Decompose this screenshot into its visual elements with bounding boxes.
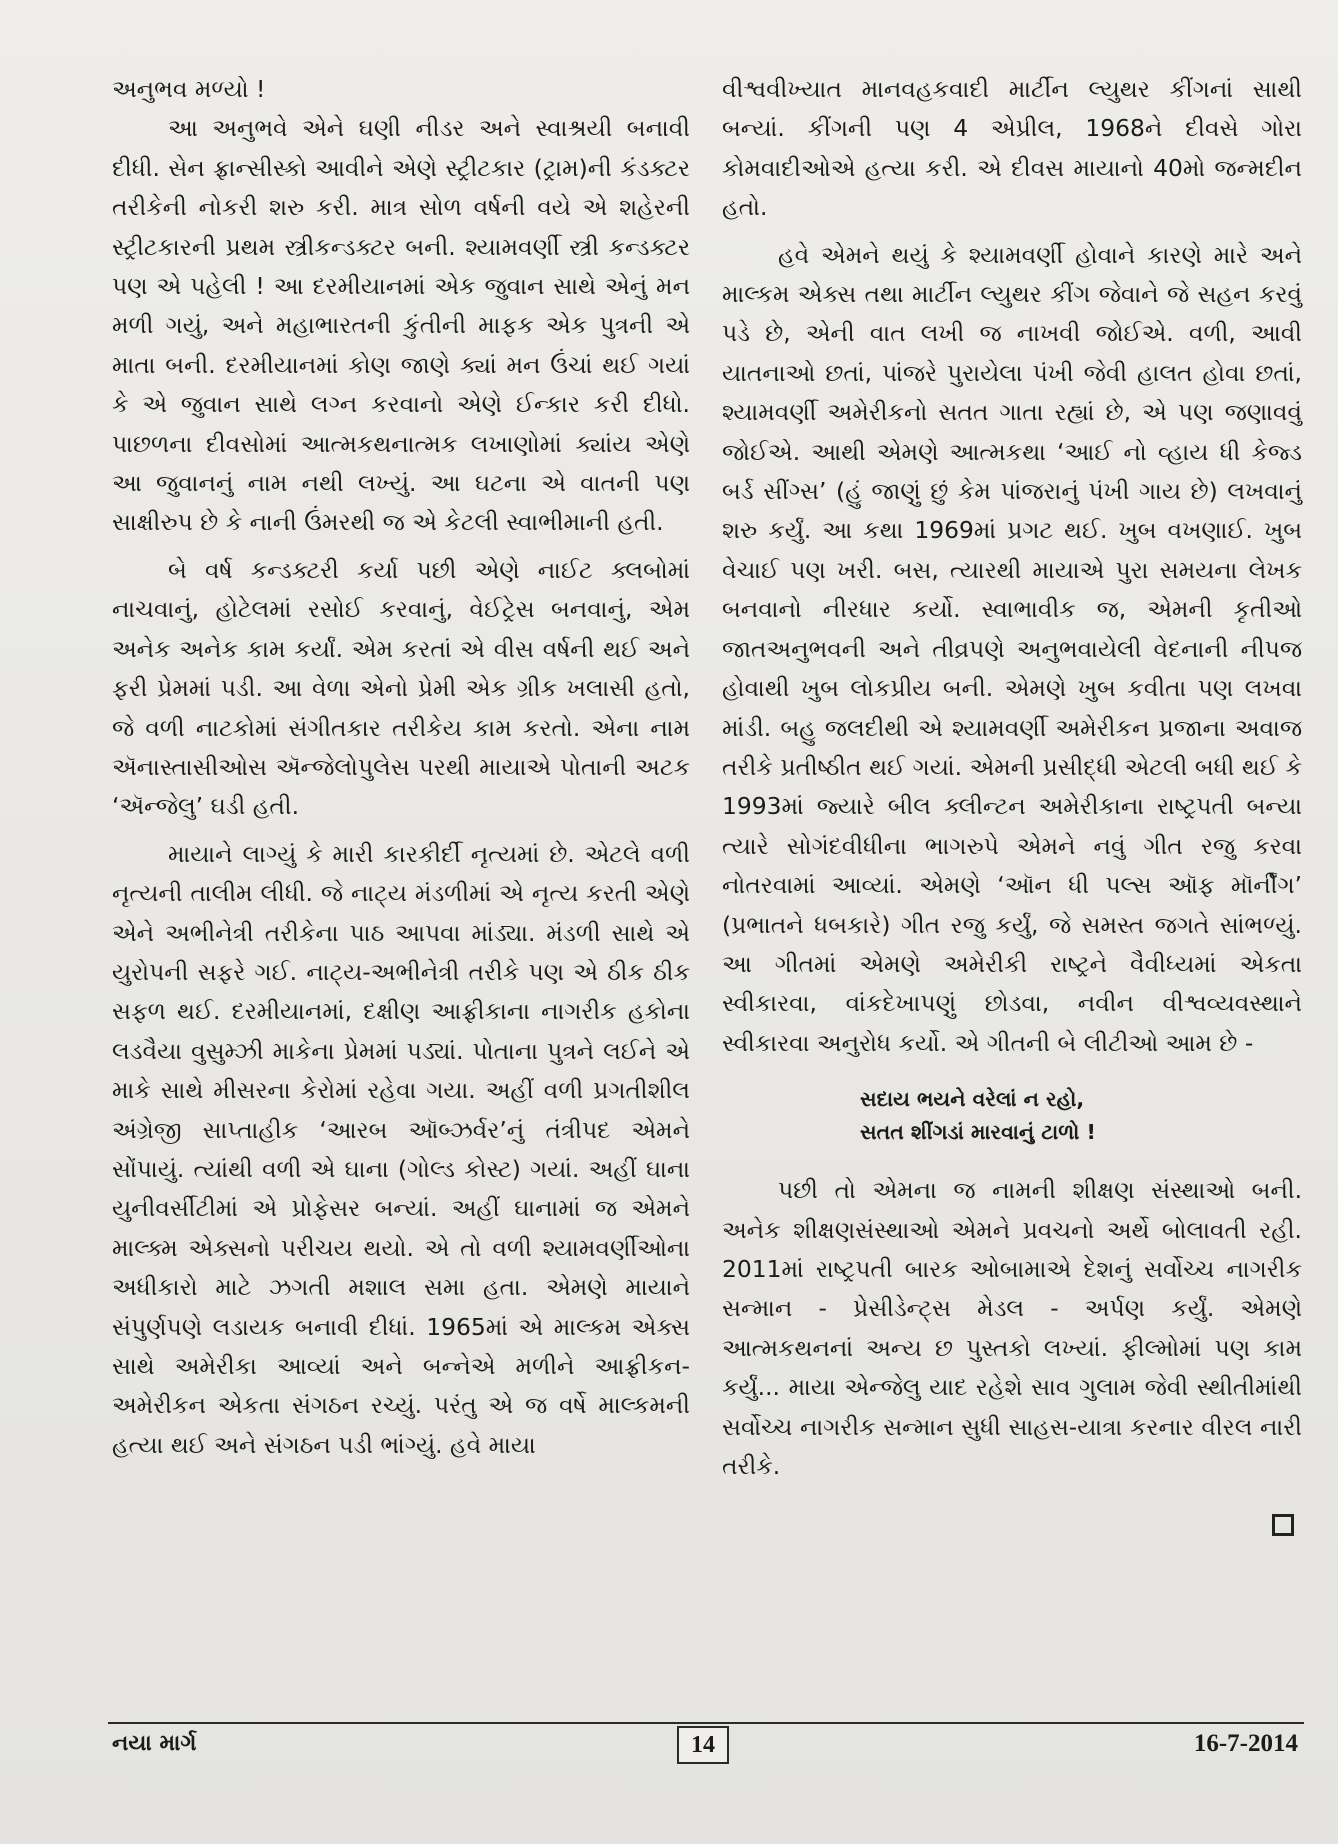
poem-excerpt <box>722 1083 1302 1149</box>
end-of-article-square-icon <box>1272 1514 1294 1536</box>
paragraph: આ અનુભવે એને ઘણી નીડર અને સ્વાશ્રયી બનાવી દીધી. સેન ફ્રાન્સીસ્કો આવીને એણે સ્ટ્રીટકાર (ટ્રામ)ની કંડક્ટર તરીકેની નોકરી શરુ કરી. માત્ર સોળ વર્ષની વયે એ શહેરની સ્ટ્રીટકારની પ્રથમ સ્ત્રીકન્ડક્ટર બની. શ્યામવર્ણી સ્ત્રી કન્ડક્ટર પણ એ પહેલી ! આ દરમીયાનમાં એક જુવાન સાથે એનું મન મળી ગયું, અને મહાભારતની કુંતીની માફક એક પુત્રની એ માતા બની. દરમીયાનમાં કોણ જાણે ક્યાં મન ઉંચાં થઈ ગયાં કે એ જુવાન સાથે લગ્ન કરવાનો એણે ઈન્કાર કરી દીધો. પાછળના દીવસોમાં આત્મકથનાત્મક લખાણોમાં ક્યાંય એણે આ જુવાનનું નામ નથી લખ્યું. આ ઘટના એ વાતની પણ સાક્ષીરુપ છે કે નાની ઉંમરથી જ એ કેટલી સ્વાભીમાની હતી. <box>112 114 690 537</box>
left-column <box>112 70 690 1465</box>
page-number: 14 <box>677 1726 729 1764</box>
poem-line: સતત શીંગડાં મારવાનું ટાળો ! <box>860 1120 1096 1145</box>
paragraph: હવે એમને થયું કે શ્યામવર્ણી હોવાને કારણે મારે અને માલ્કમ એક્સ તથા માર્ટીન લ્યુથર કીંગ જેવાને જે સહન કરવું પડે છે, એની વાત લખી જ નાખવી જોઈએ. વળી, આવી યાતનાઓ છતાં, પાંજરે પુરાયેલા પંખી જેવી હાલત હોવા છતાં, શ્યામવર્ણી અમેરીકનો સતત ગાતા રહ્યાં છે, એ પણ જણાવવું જોઈએ. આથી એમણે આત્મકથા ‘આઈ નો વ્હાય ધી કેજ્ડ બર્ડ સીંગ્સ’ (હું જાણું છું કેમ પાંજરાનું પંખી ગાય છે) લખવાનું શરુ કર્યું. આ કથા 1969માં પ્રગટ થઈ. ખુબ વખણાઈ. ખુબ વેચાઈ પણ ખરી. બસ, ત્યારથી માયાએ પુરા સમયના લેખક બનવાનો નીરધાર કર્યો. સ્વાભાવીક જ, એમની કૃતીઓ જાતઅનુભવની અને તીવ્રપણે અનુભવાયેલી વેદનાની નીપજ હોવાથી ખુબ લોકપ્રીય બની. એમણે ખુબ કવીતા પણ લખવા માંડી. બહુ જલદીથી એ શ્યામવર્ણી અમેરીકન પ્રજાના અવાજ તરીકે પ્રતીષ્ઠીત થઈ ગયાં. એમની પ્રસીદ્ધી એટલી બધી થઈ કે 1993માં જ્યારે બીલ ક્લીન્ટન અમેરીકાના રાષ્ટ્રપતી બન્યા ત્યારે સોગંદવીધીના ભાગરુપે એમને નવું ગીત રજુ કરવા નોતરવામાં આવ્યાં. એમણે ‘ઑન ધી પલ્સ ઑફ મૉર્નીંગ’ (પ્રભાતને ધબકારે) ગીત રજુ કર્યું, જે સમસ્ત જગતે સાંભળ્યું. આ ગીતમાં એમણે અમેરીકી રાષ્ટ્રને વૈવીધ્યમાં એકતા સ્વીકારવા, વાંકદેખાપણું છોડવા, નવીન વીશ્વવ્યવસ્થાને સ્વીકારવા અનુરોધ કર્યો. એ ગીતની બે લીટીઓ આમ છે - <box>722 240 1302 1057</box>
paragraph: અનુભવ મળ્યો ! <box>112 75 266 103</box>
footer-divider <box>108 1722 1304 1724</box>
paragraph: પછી તો એમના જ નામની શીક્ષણ સંસ્થાઓ બની. અનેક શીક્ષણસંસ્થાઓ એમને પ્રવચનો અર્થે બોલાવતી રહી. 2011માં રાષ્ટ્રપતી બારક ઓબામાએ દેશનું સર્વોચ્ચ નાગરીક સન્માન - પ્રેસીડેન્ટ્સ મેડલ - અર્પણ કર્યું. એમણે આત્મકથનનાં અન્ય છ પુસ્તકો લખ્યાં. ફીલ્મોમાં પણ કામ કર્યું... માયા એન્જેલુ યાદ રહેશે સાવ ગુલામ જેવી સ્થીતીમાંથી સર્વોચ્ચ નાગરીક સન્માન સુધી સાહસ-યાત્રા કરનાર વીરલ નારી તરીકે. <box>722 1176 1302 1480</box>
right-column <box>722 70 1302 1486</box>
paragraph: માયાને લાગ્યું કે મારી કારકીર્દી નૃત્યમાં છે. એટલે વળી નૃત્યની તાલીમ લીધી. જે નાટ્ય મંડળીમાં એ નૃત્ય કરતી એણે એને અભીનેત્રી તરીકેના પાઠ આપવા માંડ્યા. મંડળી સાથે એ યુરોપની સફરે ગઈ. નાટ્ય-અભીનેત્રી તરીકે પણ એ ઠીક ઠીક સફળ થઈ. દરમીયાનમાં, દક્ષીણ આફ્રીકાના નાગરીક હકોના લડવૈયા વુસુમ્ઝી માકેના પ્રેમમાં પડ્યાં. પોતાના પુત્રને લઈને એ માકે સાથે મીસરના કેરોમાં રહેવા ગયા. અહીં વળી પ્રગતીશીલ અંગ્રેજી સાપ્તાહીક ‘આરબ ઑબ્ઝર્વર’નું તંત્રીપદ એમને સોંપાયું. ત્યાંથી વળી એ ઘાના (ગોલ્ડ કોસ્ટ) ગયાં. અહીં ઘાના યુનીવર્સીટીમાં એ પ્રોફેસર બન્યાં. અહીં ઘાનામાં જ એમને માલ્ક્મ એક્સનો પરીચય થયો. એ તો વળી શ્યામવર્ણીઓના અધીકારો માટે ઝગતી મશાલ સમા હતા. એમણે માયાને સંપુર્ણપણે લડાયક બનાવી દીધાં. 1965માં એ માલ્કમ એક્સ સાથે અમેરીકા આવ્યાં અને બન્નેએ મળીને આફ્રીકન-અમેરીકન એકતા સંગઠન રચ્યું. પરંતુ એ જ વર્ષે માલ્કમની હત્યા થઈ અને સંગઠન પડી ભાંગ્યું. હવે માયા <box>112 839 690 1459</box>
paragraph: બે વર્ષ કન્ડક્ટરી કર્યા પછી એણે નાઈટ ક્લબોમાં નાચવાનું, હોટેલમાં રસોઈ કરવાનું, વેઈટ્રેસ બનવાનું, એમ અનેક અનેક કામ કર્યાં. એમ કરતાં એ વીસ વર્ષની થઈ અને ફરી પ્રેમમાં પડી. આ વેળા એનો પ્રેમી એક ગ્રીક ખલાસી હતો, જે વળી નાટકોમાં સંગીતકાર તરીકેય કામ કરતો. એના નામ ઍનાસ્તાસીઓસ ઍન્જેલોપુલેસ પરથી માયાએ પોતાની અટક ‘ઍન્જેલુ’ ઘડી હતી. <box>112 555 690 821</box>
poem-line: સદાય ભયને વરેલાં ન રહો, <box>860 1087 1085 1112</box>
issue-date: 16-7-2014 <box>1193 1730 1298 1757</box>
paragraph: વીશ્વવીખ્યાત માનવહકવાદી માર્ટીન લ્યુથર કીંગનાં સાથી બન્યાં. કીંગની પણ 4 એપ્રીલ, 1968ને દીવસે ગોરા કોમવાદીઓએ હત્યા કરી. એ દીવસ માયાનો 40મો જન્મદીન હતો. <box>722 75 1302 222</box>
publication-name: નયા માર્ગ <box>112 1731 197 1756</box>
